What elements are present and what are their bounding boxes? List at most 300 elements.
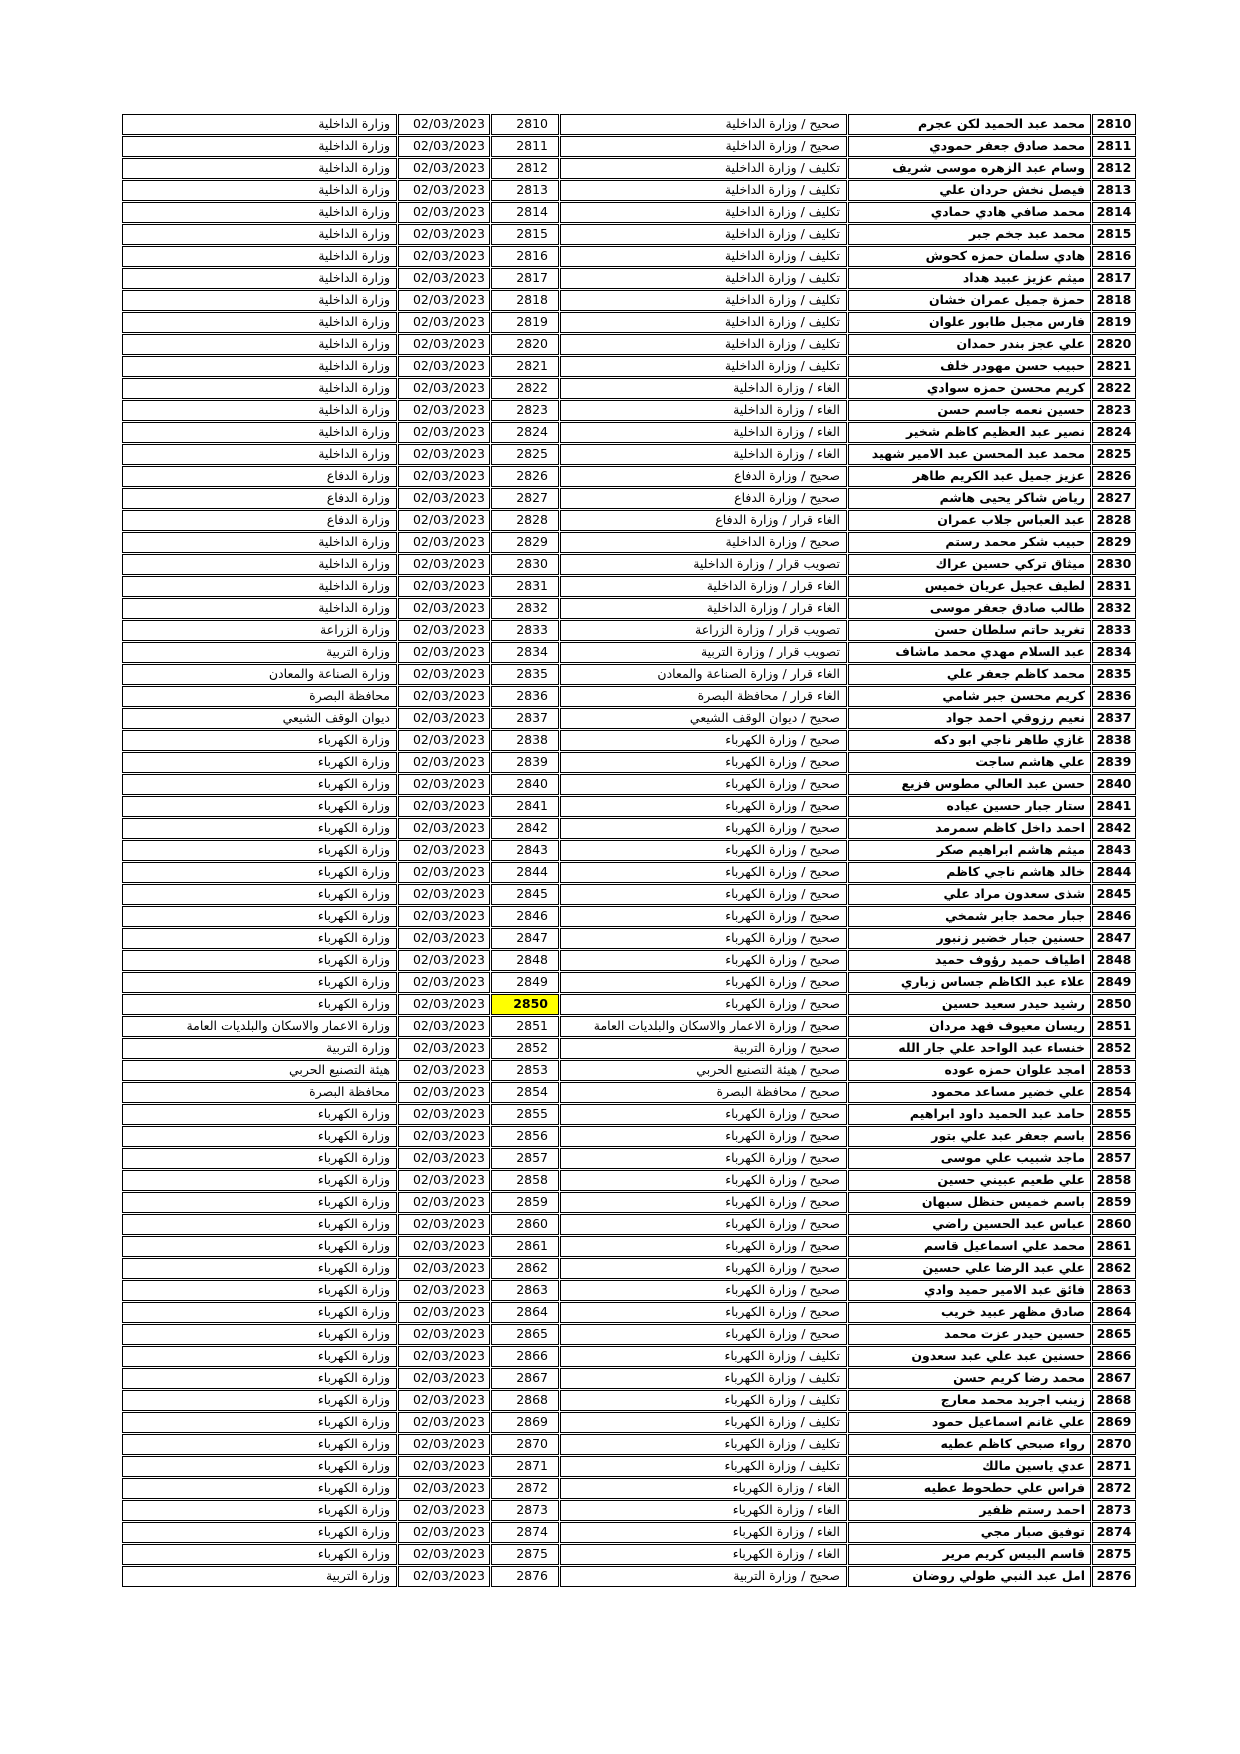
date-cell: 02/03/2023: [398, 1038, 490, 1059]
table-row: [122, 510, 1136, 531]
status-cell: صحيح / وزارة الكهرباء: [560, 1126, 847, 1147]
table-row: [122, 576, 1136, 597]
sequence-number-cell: 2872: [1092, 1478, 1136, 1499]
sequence-number-cell: 2871: [1092, 1456, 1136, 1477]
employee-name-cell: محمد كاظم جعفر علي: [848, 664, 1091, 685]
sequence-number-cell: 2842: [1092, 818, 1136, 839]
ministry-cell: محافظة البصرة: [122, 686, 397, 707]
table-row: [122, 224, 1136, 245]
record-number-cell: 2821: [491, 356, 559, 377]
date-cell: 02/03/2023: [398, 202, 490, 223]
record-number-cell: 2872: [491, 1478, 559, 1499]
employee-name-cell: ميثاق تركي حسين عراك: [848, 554, 1091, 575]
employee-name-cell: احمد رستم ظفير: [848, 1500, 1091, 1521]
record-number-cell: 2857: [491, 1148, 559, 1169]
employee-name-cell: طالب صادق جعفر موسى: [848, 598, 1091, 619]
sequence-number-cell: 2835: [1092, 664, 1136, 685]
ministry-cell: وزارة الكهرباء: [122, 1456, 397, 1477]
sequence-number-cell: 2844: [1092, 862, 1136, 883]
record-number-cell: 2874: [491, 1522, 559, 1543]
date-cell: 02/03/2023: [398, 862, 490, 883]
date-cell: 02/03/2023: [398, 1126, 490, 1147]
record-number-cell: 2829: [491, 532, 559, 553]
record-number-cell: 2815: [491, 224, 559, 245]
ministry-cell: وزارة الداخلية: [122, 532, 397, 553]
status-cell: تكليف / وزارة الكهرباء: [560, 1346, 847, 1367]
record-number-cell: 2861: [491, 1236, 559, 1257]
employee-name-cell: باسم جعفر عبد علي بتور: [848, 1126, 1091, 1147]
record-number-cell: 2835: [491, 664, 559, 685]
sequence-number-cell: 2868: [1092, 1390, 1136, 1411]
record-number-cell: 2830: [491, 554, 559, 575]
date-cell: 02/03/2023: [398, 246, 490, 267]
status-cell: صحيح / وزارة الكهرباء: [560, 752, 847, 773]
table-row: [122, 1390, 1136, 1411]
employee-name-cell: حسنين عبد علي عبد سعدون: [848, 1346, 1091, 1367]
table-row: [122, 1280, 1136, 1301]
ministry-cell: وزارة الكهرباء: [122, 972, 397, 993]
ministry-cell: وزارة الكهرباء: [122, 884, 397, 905]
record-number-cell: 2831: [491, 576, 559, 597]
sequence-number-cell: 2826: [1092, 466, 1136, 487]
record-number-cell: 2855: [491, 1104, 559, 1125]
table-row: [122, 444, 1136, 465]
employee-name-cell: علي غانم اسماعيل حمود: [848, 1412, 1091, 1433]
sequence-number-cell: 2854: [1092, 1082, 1136, 1103]
date-cell: 02/03/2023: [398, 994, 490, 1015]
sequence-number-cell: 2811: [1092, 136, 1136, 157]
ministry-cell: وزارة الكهرباء: [122, 994, 397, 1015]
record-number-cell: 2812: [491, 158, 559, 179]
employee-name-cell: علاء عبد الكاظم جساس زباري: [848, 972, 1091, 993]
ministry-cell: وزارة الكهرباء: [122, 1478, 397, 1499]
sequence-number-cell: 2825: [1092, 444, 1136, 465]
ministry-cell: وزارة الكهرباء: [122, 1544, 397, 1565]
status-cell: صحيح / وزارة الكهرباء: [560, 884, 847, 905]
date-cell: 02/03/2023: [398, 554, 490, 575]
employee-name-cell: فيصل نخش حردان علي: [848, 180, 1091, 201]
date-cell: 02/03/2023: [398, 1104, 490, 1125]
record-number-cell: 2854: [491, 1082, 559, 1103]
employee-name-cell: امل عبد النبي طولي روضان: [848, 1566, 1091, 1587]
record-number-cell: 2845: [491, 884, 559, 905]
status-cell: صحيح / وزارة الكهرباء: [560, 1104, 847, 1125]
ministry-cell: وزارة الصناعة والمعادن: [122, 664, 397, 685]
record-number-cell: 2875: [491, 1544, 559, 1565]
status-cell: تصويب قرار / وزارة الزراعة: [560, 620, 847, 641]
date-cell: 02/03/2023: [398, 686, 490, 707]
date-cell: 02/03/2023: [398, 1566, 490, 1587]
employee-name-cell: رياض شاكر يحيى هاشم: [848, 488, 1091, 509]
record-number-cell: 2816: [491, 246, 559, 267]
ministry-cell: وزارة الكهرباء: [122, 1192, 397, 1213]
employee-name-cell: رشيد حيدر سعيد حسين: [848, 994, 1091, 1015]
ministry-cell: وزارة الكهرباء: [122, 950, 397, 971]
table-row: [122, 1544, 1136, 1565]
status-cell: صحيح / ديوان الوقف الشيعي: [560, 708, 847, 729]
ministry-cell: وزارة الكهرباء: [122, 796, 397, 817]
record-number-cell: 2814: [491, 202, 559, 223]
employee-name-cell: عزيز جميل عبد الكريم طاهر: [848, 466, 1091, 487]
date-cell: 02/03/2023: [398, 1412, 490, 1433]
ministry-cell: وزارة الكهرباء: [122, 906, 397, 927]
sequence-number-cell: 2816: [1092, 246, 1136, 267]
ministry-cell: وزارة الداخلية: [122, 290, 397, 311]
record-number-cell: 2870: [491, 1434, 559, 1455]
table-row: [122, 862, 1136, 883]
employee-name-cell: حسين حيدر عزت محمد: [848, 1324, 1091, 1345]
employee-name-cell: حبيب حسن مهودر خلف: [848, 356, 1091, 377]
date-cell: 02/03/2023: [398, 510, 490, 531]
status-cell: الغاء / وزارة الداخلية: [560, 422, 847, 443]
status-cell: صحيح / وزارة الكهرباء: [560, 774, 847, 795]
employee-name-cell: علي طعيم عبيني حسين: [848, 1170, 1091, 1191]
record-number-cell: 2844: [491, 862, 559, 883]
status-cell: صحيح / وزارة التربية: [560, 1038, 847, 1059]
ministry-cell: وزارة الداخلية: [122, 202, 397, 223]
table-row: [122, 1126, 1136, 1147]
employee-name-cell: اطياف حميد رؤوف حميد: [848, 950, 1091, 971]
status-cell: الغاء قرار / وزارة الصناعة والمعادن: [560, 664, 847, 685]
employee-name-cell: قاسم البيس كريم مرير: [848, 1544, 1091, 1565]
employee-name-cell: لطيف عجيل عريان خميس: [848, 576, 1091, 597]
sequence-number-cell: 2823: [1092, 400, 1136, 421]
date-cell: 02/03/2023: [398, 1324, 490, 1345]
sequence-number-cell: 2869: [1092, 1412, 1136, 1433]
employee-name-cell: حبيب شكر محمد رستم: [848, 532, 1091, 553]
record-number-cell: 2817: [491, 268, 559, 289]
employee-name-cell: حسين نعمه جاسم حسن: [848, 400, 1091, 421]
record-number-cell: 2841: [491, 796, 559, 817]
sequence-number-cell: 2814: [1092, 202, 1136, 223]
employee-name-cell: ماجد شبيب علي موسى: [848, 1148, 1091, 1169]
record-number-cell: 2824: [491, 422, 559, 443]
employee-name-cell: محمد رضا كريم حسن: [848, 1368, 1091, 1389]
date-cell: 02/03/2023: [398, 752, 490, 773]
status-cell: صحيح / وزارة الكهرباء: [560, 972, 847, 993]
record-number-cell: 2818: [491, 290, 559, 311]
table-row: [122, 1236, 1136, 1257]
employee-name-cell: جبار محمد جابر شمخي: [848, 906, 1091, 927]
sequence-number-cell: 2852: [1092, 1038, 1136, 1059]
sequence-number-cell: 2813: [1092, 180, 1136, 201]
employee-name-cell: كريم محسن جبر شامي: [848, 686, 1091, 707]
date-cell: 02/03/2023: [398, 1434, 490, 1455]
date-cell: 02/03/2023: [398, 422, 490, 443]
ministry-cell: وزارة الكهرباء: [122, 1500, 397, 1521]
date-cell: 02/03/2023: [398, 400, 490, 421]
ministry-cell: وزارة الاعمار والاسكان والبلديات العامة: [122, 1016, 397, 1037]
status-cell: صحيح / وزارة الكهرباء: [560, 818, 847, 839]
sequence-number-cell: 2857: [1092, 1148, 1136, 1169]
sequence-number-cell: 2850: [1092, 994, 1136, 1015]
table-row: [122, 246, 1136, 267]
date-cell: 02/03/2023: [398, 136, 490, 157]
table-row: [122, 620, 1136, 641]
date-cell: 02/03/2023: [398, 818, 490, 839]
status-cell: صحيح / وزارة الكهرباء: [560, 1236, 847, 1257]
sequence-number-cell: 2843: [1092, 840, 1136, 861]
status-cell: الغاء قرار / وزارة الدفاع: [560, 510, 847, 531]
table-row: [122, 356, 1136, 377]
ministry-cell: وزارة الداخلية: [122, 246, 397, 267]
sequence-number-cell: 2838: [1092, 730, 1136, 751]
status-cell: تكليف / وزارة الداخلية: [560, 290, 847, 311]
table-row: [122, 1434, 1136, 1455]
table-row: [122, 334, 1136, 355]
record-number-cell: 2863: [491, 1280, 559, 1301]
sequence-number-cell: 2870: [1092, 1434, 1136, 1455]
status-cell: صحيح / وزارة الكهرباء: [560, 928, 847, 949]
record-number-cell: 2840: [491, 774, 559, 795]
table-row: [122, 532, 1136, 553]
sequence-number-cell: 2836: [1092, 686, 1136, 707]
table-row: [122, 422, 1136, 443]
date-cell: 02/03/2023: [398, 488, 490, 509]
date-cell: 02/03/2023: [398, 906, 490, 927]
employee-name-cell: حمزة جميل عمران خشان: [848, 290, 1091, 311]
employee-name-cell: فارس مجبل طابور علوان: [848, 312, 1091, 333]
status-cell: تصويب قرار / وزارة التربية: [560, 642, 847, 663]
record-number-cell: 2847: [491, 928, 559, 949]
ministry-cell: وزارة الكهرباء: [122, 1412, 397, 1433]
table-row: [122, 1258, 1136, 1279]
sequence-number-cell: 2815: [1092, 224, 1136, 245]
table-row: [122, 1170, 1136, 1191]
status-cell: الغاء قرار / محافظة البصرة: [560, 686, 847, 707]
sequence-number-cell: 2861: [1092, 1236, 1136, 1257]
table-row: [122, 400, 1136, 421]
employee-name-cell: توفيق صبار مجي: [848, 1522, 1091, 1543]
record-number-cell: 2852: [491, 1038, 559, 1059]
employee-name-cell: علي عبد الرضا علي حسين: [848, 1258, 1091, 1279]
date-cell: 02/03/2023: [398, 356, 490, 377]
ministry-cell: وزارة الكهرباء: [122, 1236, 397, 1257]
ministry-cell: وزارة الداخلية: [122, 268, 397, 289]
table-row: [122, 1522, 1136, 1543]
table-row: [122, 598, 1136, 619]
status-cell: صحيح / وزارة الكهرباء: [560, 994, 847, 1015]
status-cell: صحيح / وزارة الكهرباء: [560, 1192, 847, 1213]
status-cell: تكليف / وزارة الكهرباء: [560, 1390, 847, 1411]
record-number-cell: 2866: [491, 1346, 559, 1367]
record-number-cell: 2827: [491, 488, 559, 509]
employee-name-cell: عبد السلام مهدي محمد ماشاف: [848, 642, 1091, 663]
status-cell: صحيح / وزارة الداخلية: [560, 532, 847, 553]
table-row: [122, 972, 1136, 993]
ministry-cell: وزارة الداخلية: [122, 400, 397, 421]
ministry-cell: وزارة الداخلية: [122, 356, 397, 377]
status-cell: صحيح / وزارة الكهرباء: [560, 1280, 847, 1301]
status-cell: الغاء / وزارة الكهرباء: [560, 1522, 847, 1543]
table-row: [122, 752, 1136, 773]
ministry-cell: وزارة الكهرباء: [122, 1324, 397, 1345]
record-number-cell: 2836: [491, 686, 559, 707]
table-row: [122, 290, 1136, 311]
sequence-number-cell: 2856: [1092, 1126, 1136, 1147]
date-cell: 02/03/2023: [398, 114, 490, 135]
record-number-cell: 2820: [491, 334, 559, 355]
table-row: [122, 1368, 1136, 1389]
date-cell: 02/03/2023: [398, 334, 490, 355]
sequence-number-cell: 2874: [1092, 1522, 1136, 1543]
employee-name-cell: فائق عبد الامير حميد وادي: [848, 1280, 1091, 1301]
date-cell: 02/03/2023: [398, 620, 490, 641]
status-cell: تكليف / وزارة الداخلية: [560, 246, 847, 267]
date-cell: 02/03/2023: [398, 1346, 490, 1367]
table-row: [122, 1302, 1136, 1323]
table-row: [122, 1456, 1136, 1477]
record-number-cell: 2850: [491, 994, 559, 1015]
record-number-cell: 2842: [491, 818, 559, 839]
record-number-cell: 2848: [491, 950, 559, 971]
employee-name-cell: فراس علي حطحوط عطيه: [848, 1478, 1091, 1499]
records-table: [121, 113, 1137, 1588]
ministry-cell: وزارة الكهرباء: [122, 1302, 397, 1323]
record-number-cell: 2876: [491, 1566, 559, 1587]
sequence-number-cell: 2839: [1092, 752, 1136, 773]
table-row: [122, 708, 1136, 729]
date-cell: 02/03/2023: [398, 290, 490, 311]
table-row: [122, 1148, 1136, 1169]
status-cell: الغاء / وزارة الكهرباء: [560, 1500, 847, 1521]
status-cell: تكليف / وزارة الكهرباء: [560, 1368, 847, 1389]
date-cell: 02/03/2023: [398, 730, 490, 751]
table-row: [122, 928, 1136, 949]
table-row: [122, 1192, 1136, 1213]
employee-name-cell: حسنين جبار خضير زنبور: [848, 928, 1091, 949]
record-number-cell: 2832: [491, 598, 559, 619]
sequence-number-cell: 2855: [1092, 1104, 1136, 1125]
ministry-cell: وزارة الداخلية: [122, 554, 397, 575]
sequence-number-cell: 2876: [1092, 1566, 1136, 1587]
sequence-number-cell: 2859: [1092, 1192, 1136, 1213]
ministry-cell: وزارة الدفاع: [122, 510, 397, 531]
employee-name-cell: زينب اجريد محمد معارج: [848, 1390, 1091, 1411]
table-row: [122, 906, 1136, 927]
sequence-number-cell: 2834: [1092, 642, 1136, 663]
date-cell: 02/03/2023: [398, 378, 490, 399]
employee-name-cell: احمد داخل كاظم سمرمد: [848, 818, 1091, 839]
date-cell: 02/03/2023: [398, 796, 490, 817]
employee-name-cell: حامد عبد الحميد داود ابراهيم: [848, 1104, 1091, 1125]
sequence-number-cell: 2828: [1092, 510, 1136, 531]
sequence-number-cell: 2847: [1092, 928, 1136, 949]
sequence-number-cell: 2819: [1092, 312, 1136, 333]
ministry-cell: وزارة الكهرباء: [122, 1258, 397, 1279]
record-number-cell: 2856: [491, 1126, 559, 1147]
table-row: [122, 1214, 1136, 1235]
ministry-cell: وزارة الدفاع: [122, 488, 397, 509]
ministry-cell: وزارة الكهرباء: [122, 1148, 397, 1169]
ministry-cell: وزارة الدفاع: [122, 466, 397, 487]
employee-name-cell: شذى سعدون مراد علي: [848, 884, 1091, 905]
sequence-number-cell: 2875: [1092, 1544, 1136, 1565]
status-cell: صحيح / وزارة الكهرباء: [560, 1324, 847, 1345]
sequence-number-cell: 2858: [1092, 1170, 1136, 1191]
sequence-number-cell: 2832: [1092, 598, 1136, 619]
date-cell: 02/03/2023: [398, 642, 490, 663]
status-cell: صحيح / وزارة الكهرباء: [560, 1258, 847, 1279]
status-cell: الغاء / وزارة الكهرباء: [560, 1478, 847, 1499]
status-cell: صحيح / وزارة الكهرباء: [560, 840, 847, 861]
employee-name-cell: محمد عبد جخم جبر: [848, 224, 1091, 245]
sequence-number-cell: 2867: [1092, 1368, 1136, 1389]
status-cell: تكليف / وزارة الداخلية: [560, 180, 847, 201]
table-row: [122, 378, 1136, 399]
date-cell: 02/03/2023: [398, 1236, 490, 1257]
employee-name-cell: محمد عبد المحسن عبد الامير شهيد: [848, 444, 1091, 465]
record-number-cell: 2833: [491, 620, 559, 641]
sequence-number-cell: 2865: [1092, 1324, 1136, 1345]
status-cell: صحيح / محافظة البصرة: [560, 1082, 847, 1103]
sequence-number-cell: 2820: [1092, 334, 1136, 355]
employee-name-cell: حسن عبد العالي مطوس فزيع: [848, 774, 1091, 795]
status-cell: تكليف / وزارة الكهرباء: [560, 1412, 847, 1433]
ministry-cell: محافظة البصرة: [122, 1082, 397, 1103]
sequence-number-cell: 2812: [1092, 158, 1136, 179]
status-cell: الغاء / وزارة الداخلية: [560, 444, 847, 465]
employee-name-cell: ريسان معيوف فهد مردان: [848, 1016, 1091, 1037]
sequence-number-cell: 2866: [1092, 1346, 1136, 1367]
record-number-cell: 2825: [491, 444, 559, 465]
record-number-cell: 2811: [491, 136, 559, 157]
status-cell: صحيح / وزارة الدفاع: [560, 466, 847, 487]
status-cell: صحيح / وزارة الكهرباء: [560, 1148, 847, 1169]
table-row: [122, 1500, 1136, 1521]
record-number-cell: 2859: [491, 1192, 559, 1213]
table-row: [122, 1566, 1136, 1587]
employee-name-cell: علي عجز بندر حمدان: [848, 334, 1091, 355]
date-cell: 02/03/2023: [398, 1522, 490, 1543]
sequence-number-cell: 2863: [1092, 1280, 1136, 1301]
ministry-cell: وزارة الكهرباء: [122, 1214, 397, 1235]
status-cell: صحيح / وزارة الداخلية: [560, 114, 847, 135]
sequence-number-cell: 2810: [1092, 114, 1136, 135]
ministry-cell: وزارة الداخلية: [122, 312, 397, 333]
table-row: [122, 774, 1136, 795]
record-number-cell: 2822: [491, 378, 559, 399]
record-number-cell: 2828: [491, 510, 559, 531]
employee-name-cell: هادي سلمان حمزه كحوش: [848, 246, 1091, 267]
ministry-cell: وزارة الكهرباء: [122, 1434, 397, 1455]
date-cell: 02/03/2023: [398, 180, 490, 201]
ministry-cell: وزارة الداخلية: [122, 444, 397, 465]
sequence-number-cell: 2845: [1092, 884, 1136, 905]
date-cell: 02/03/2023: [398, 708, 490, 729]
status-cell: تكليف / وزارة الداخلية: [560, 268, 847, 289]
employee-name-cell: نعيم رزوقي احمد جواد: [848, 708, 1091, 729]
status-cell: صحيح / وزارة الكهرباء: [560, 1170, 847, 1191]
sequence-number-cell: 2821: [1092, 356, 1136, 377]
date-cell: 02/03/2023: [398, 158, 490, 179]
date-cell: 02/03/2023: [398, 466, 490, 487]
sequence-number-cell: 2846: [1092, 906, 1136, 927]
table-row: [122, 466, 1136, 487]
date-cell: 02/03/2023: [398, 1544, 490, 1565]
employee-name-cell: محمد صادق جعفر حمودي: [848, 136, 1091, 157]
ministry-cell: وزارة الزراعة: [122, 620, 397, 641]
record-number-cell: 2834: [491, 642, 559, 663]
table-row: [122, 664, 1136, 685]
employee-name-cell: صادق مظهر عبيد خريب: [848, 1302, 1091, 1323]
date-cell: 02/03/2023: [398, 972, 490, 993]
table-row: [122, 1060, 1136, 1081]
table-row: [122, 488, 1136, 509]
table-row: [122, 884, 1136, 905]
status-cell: صحيح / وزارة الكهرباء: [560, 730, 847, 751]
date-cell: 02/03/2023: [398, 664, 490, 685]
